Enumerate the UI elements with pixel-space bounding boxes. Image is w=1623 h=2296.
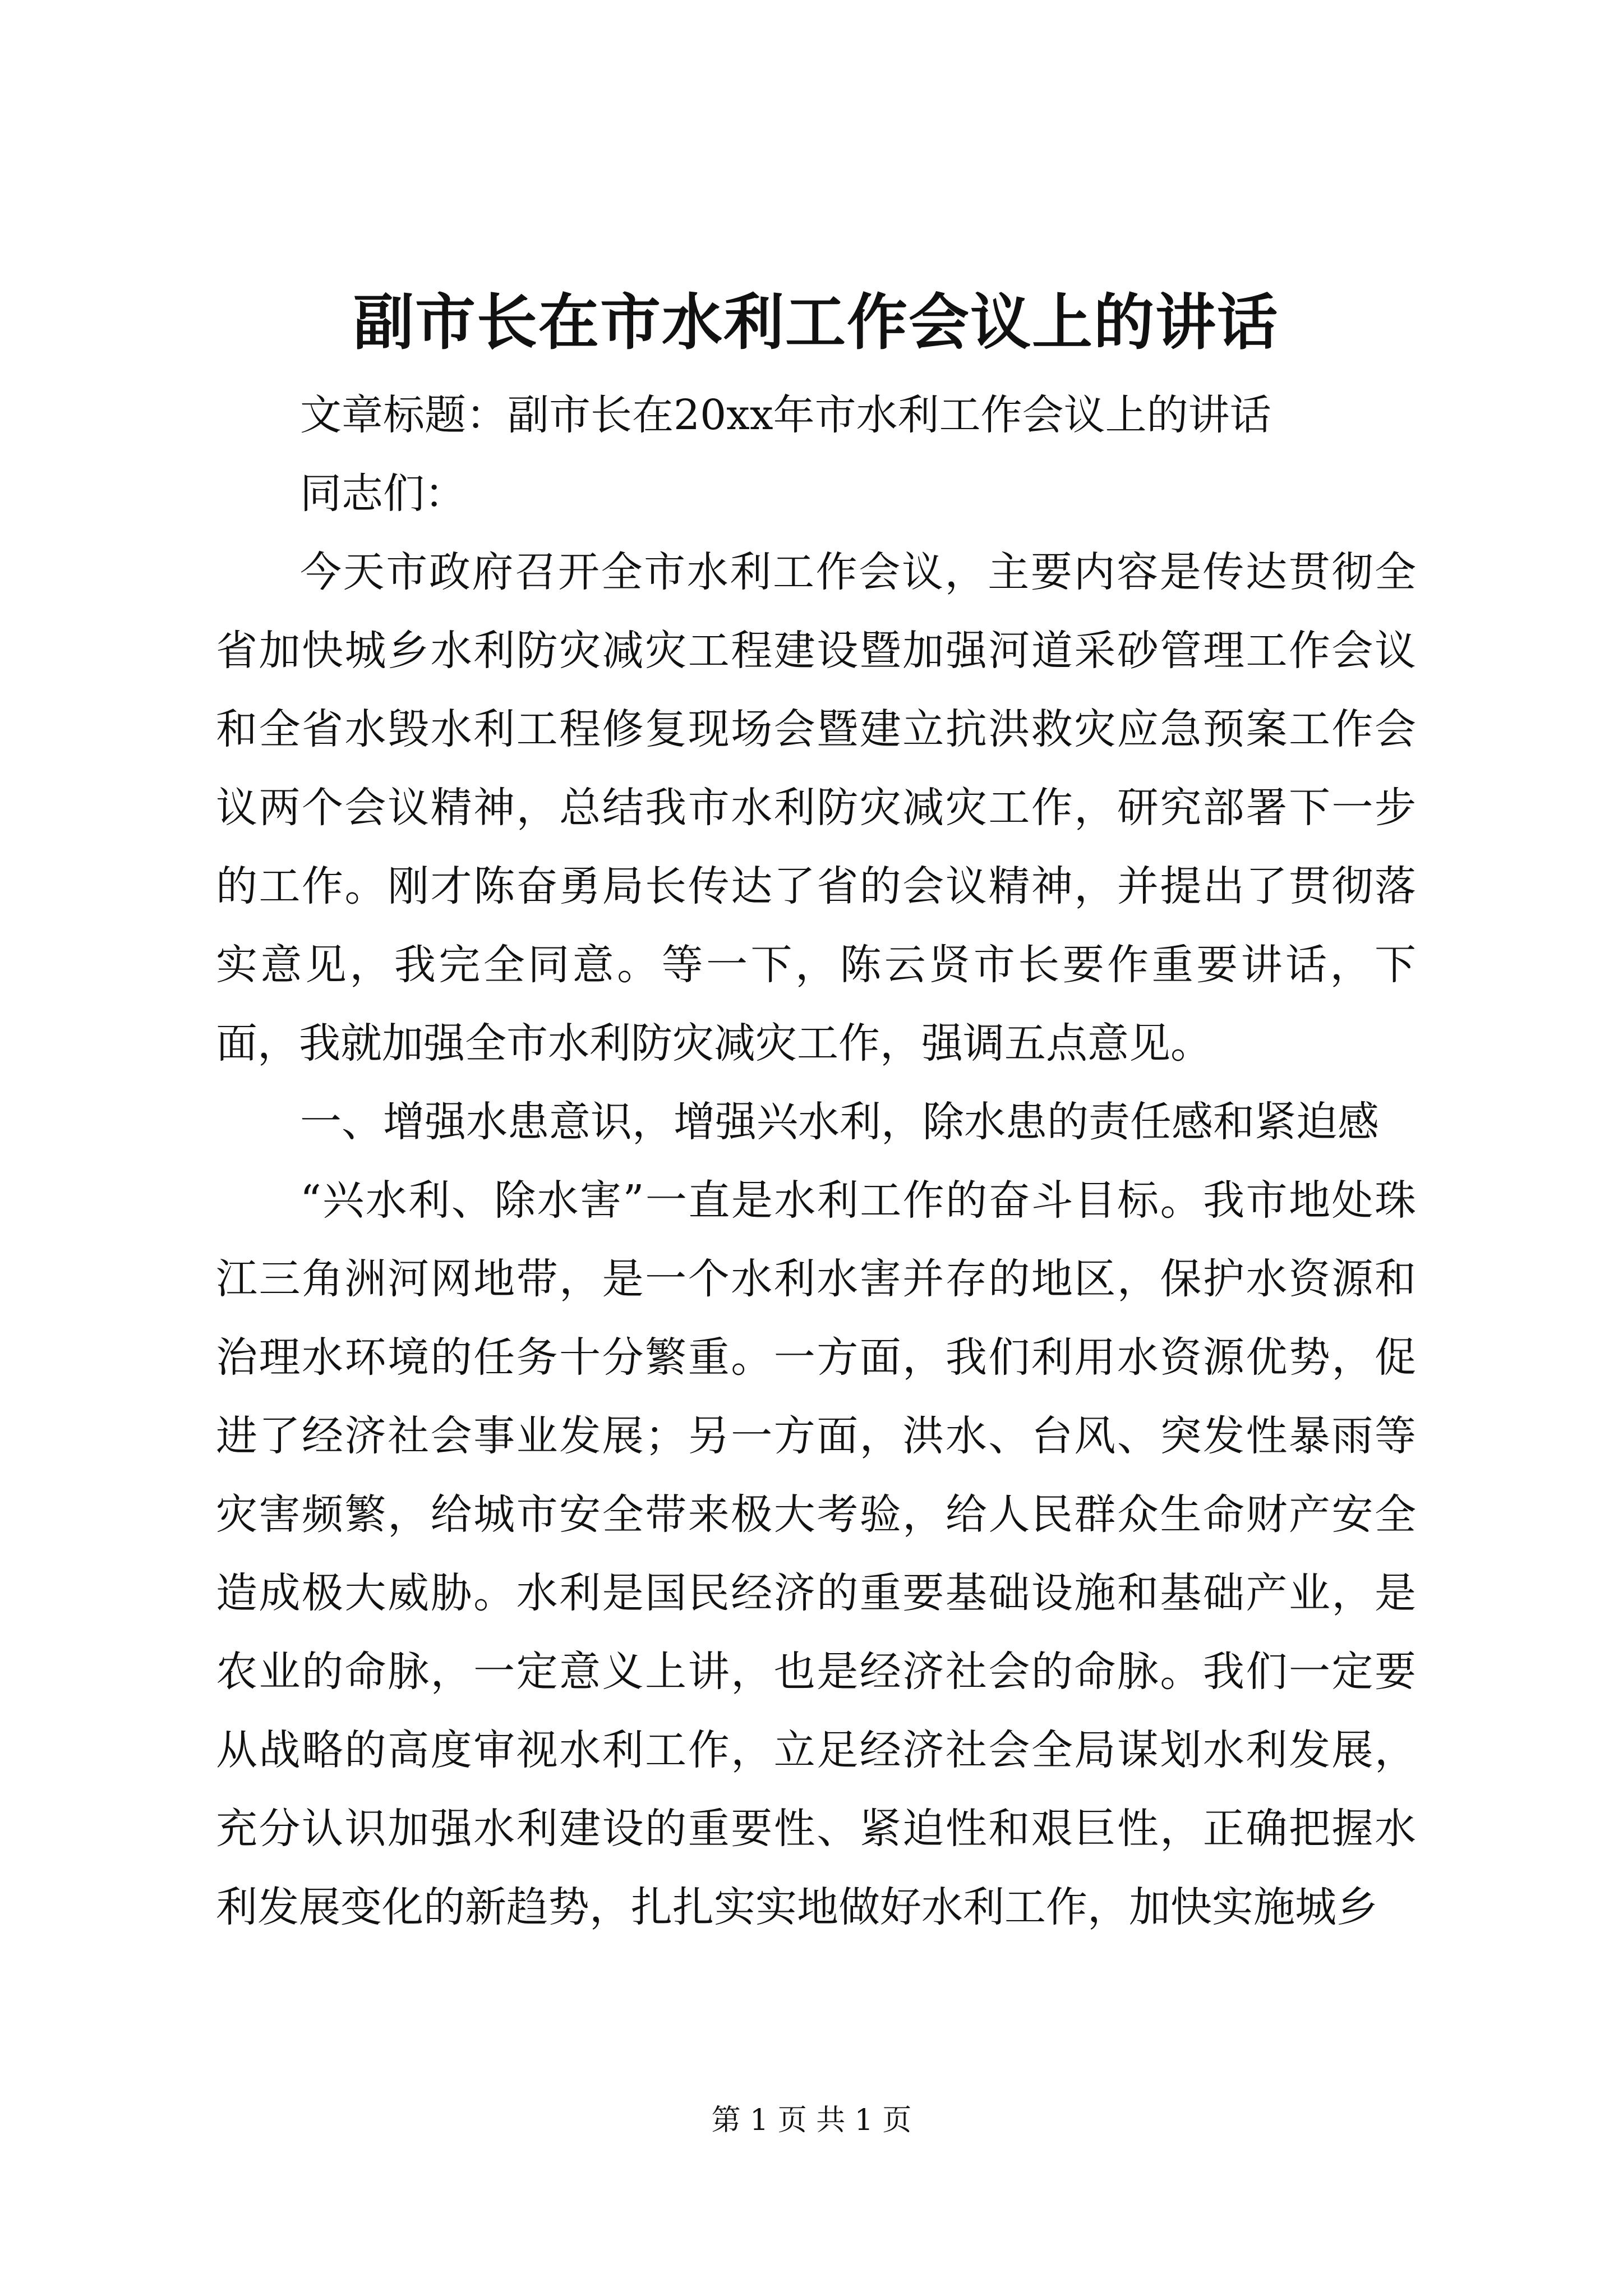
page-footer: 第 1 页 共 1 页: [711, 2104, 912, 2137]
section-heading-1: 一、增强水患意识，增强兴水利，除水患的责任感和紧迫感: [300, 1098, 1379, 1146]
article-subtitle: 文章标题：副市长在20xx年市水利工作会议上的讲话: [300, 391, 1271, 439]
document-body: [216, 280, 1416, 1947]
salutation: 同志们：: [300, 470, 466, 518]
document-title: 副市长在市水利工作会议上的讲话: [353, 287, 1279, 358]
paragraph-section-1: “兴水利、除水害”一直是水利工作的奋斗目标。我市地处珠江三角洲河网地带，是一个水利水害并存的地区，保护水资源和治理水环境的任务十分繁重。一方面，我们利用水资源优势，促进了经济社会事业发展；另一方面，洪水、台风、突发性暴雨等灾害频繁，给城市安全带来极大考验，给人民群众生命财产安全造成极大威胁。水利是国民经济的重要基础设施和基础产业，是农业的命脉，一定意义上讲，也是经济社会的命脉。我们一定要从战略的高度审视水利工作，立足经济社会全局谋划水利发展，充分认识加强水利建设的重要性、紧迫性和艰巨性，正确把握水利发展变化的新趋势，扎扎实实地做好水利工作，加快实施城乡: [216, 1176, 1416, 1931]
paragraph-intro: 今天市政府召开全市水利工作会议，主要内容是传达贯彻全省加快城乡水利防灾减灾工程建设暨加强河道采砂管理工作会议和全省水毁水利工程修复现场会暨建立抗洪救灾应急预案工作会议两个会议精神，总结我市水利防灾减灾工作，研究部署下一步的工作。刚才陈奋勇局长传达了省的会议精神，并提出了贯彻落实意见，我完全同意。等一下，陈云贤市长要作重要讲话，下面，我就加强全市水利防灾减灾工作，强调五点意见。: [216, 548, 1416, 1068]
